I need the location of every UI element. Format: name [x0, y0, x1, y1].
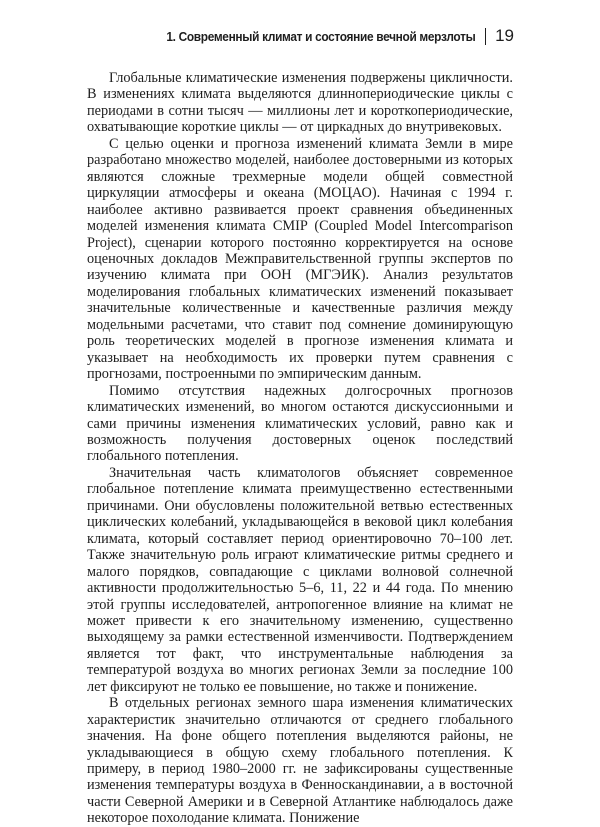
page-number: 19: [495, 26, 514, 45]
body-text: [87, 70, 513, 827]
paragraph: Глобальные климатические изменения подвержены цикличности. В изменениях климата выделяются длиннопериодические циклы с периодами в сотни тысяч — миллионы лет и короткопериодические, охватывающие короткие циклы — от циркадных до внутривековых.: [87, 70, 513, 136]
chapter-title: 1. Современный климат и состояние вечной мерзлоты: [166, 28, 476, 44]
running-head: [132, 26, 514, 46]
paragraph: Помимо отсутствия надежных долгосрочных прогнозов климатических изменений, во многом остаются дискуссионными и сами причины изменения климатических условий, равно как и возможность получения достоверных оценок последствий глобального потепления.: [87, 382, 513, 465]
header-separator: [485, 28, 486, 45]
paragraph: Значительная часть климатологов объясняет современное глобальное потепление климата преимущественно естественными причинами. Они обусловлены положительной ветвью естественных циклических колебаний, укладывающейся в вековой цикл колебания климата, который составляет период ориентировочно 70–100 лет. Также значительную роль играют климатические ритмы среднего и малого порядков, совпадающие с циклами волновой солнечной активности продолжительностью 5–6, 11, 22 и 44 года. По мнению этой группы исследователей, антропогенное влияние на климат не может привести к его значительному изменению, существенно выходящему за рамки естественной изменчивости. Подтверждением является тот факт, что инструментальные наблюдения за температурой воздуха во многих регионах Земли за последние 100 лет фиксируют не только ее повышение, но также и понижение.: [87, 464, 513, 695]
paragraph: В отдельных регионах земного шара изменения климатических характеристик значительно отличаются от среднего глобального значения. На фоне общего потепления выделяются районы, не укладывающиеся в общую схему глобального потепления. К примеру, в период 1980–2000 гг. не зафиксированы существенные изменения температуры воздуха в Фенноскандинавии, а в восточной части Северной Америки и в Северной Атлантике наблюдалось даже некоторое похолодание климата. Понижение: [87, 695, 513, 827]
paragraph: С целью оценки и прогноза изменений климата Земли в мире разработано множество моделей, наиболее достоверными из которых являются сложные трехмерные модели общей совместной циркуляции атмосферы и океана (МОЦАО). Начиная с 1994 г. наиболее активно развивается проект сравнения объединенных моделей изменения климата CMIP (Coupled Model Intercomparison Project), сценарии которого постоянно корректируется на основе оценочных докладов Межправительственной группы экспертов по изучению климата при ООН (МГЭИК). Анализ результатов моделирования глобальных климатических изменений показывает значительные количественные и качественные различия между модельными расчетами, что ставит под сомнение доминирующую роль теоретических моделей в прогнозе изменения климата и указывает на необходимость их проверки путем сравнения с прогнозами, построенными по эмпирическим данным.: [87, 135, 513, 383]
